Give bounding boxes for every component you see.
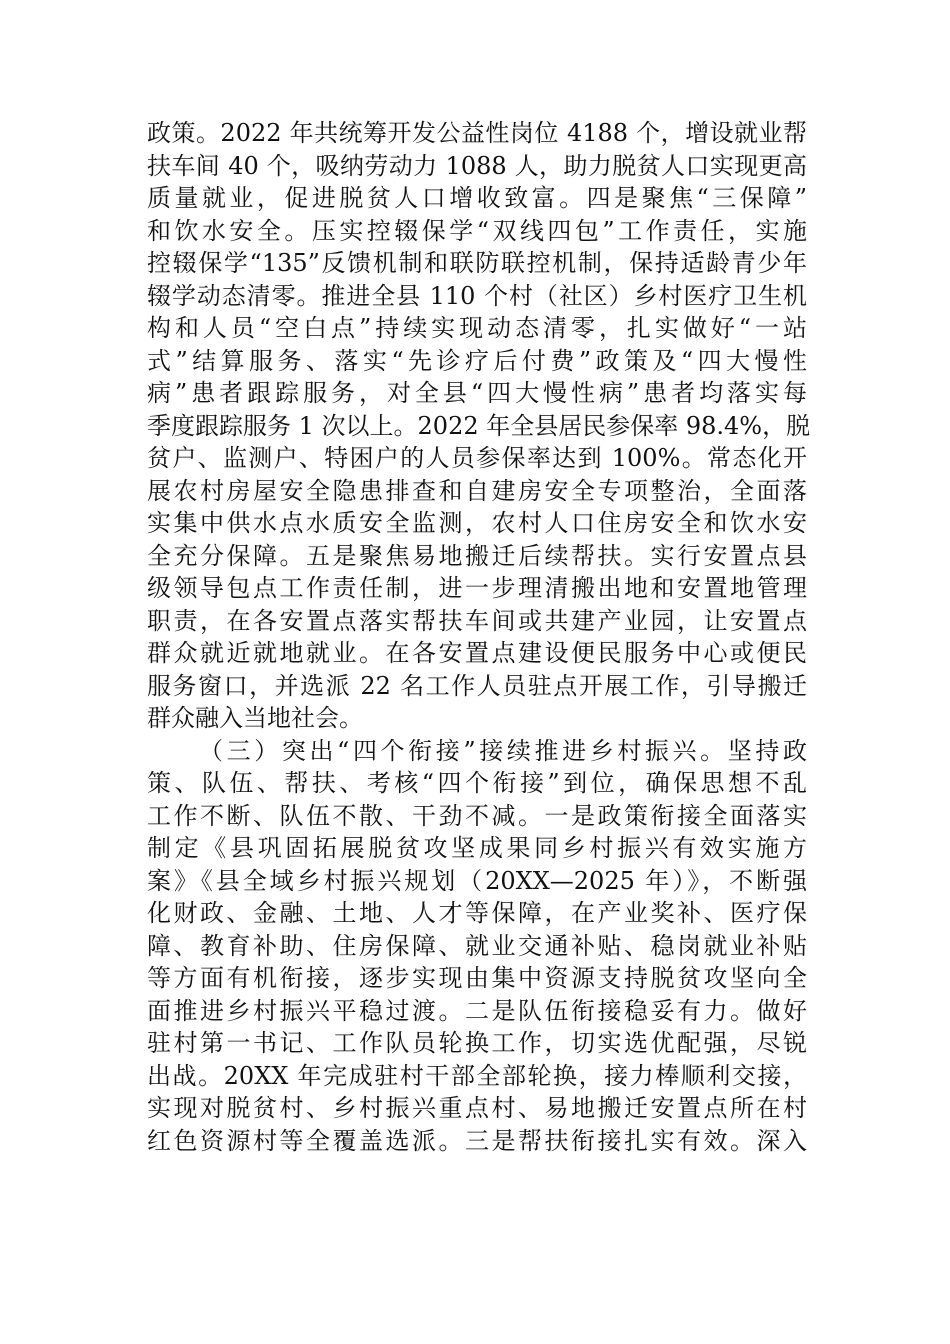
text-line: 出战。20XX 年完成驻村干部全部轮换，接力棒顺利交接， (147, 1061, 807, 1090)
text-line: 案》《县全域乡村振兴规划（20XX—2025 年）》，不断强 (147, 866, 807, 895)
text-line: 和饮水安全。压实控辍保学“双线四包”工作责任，实施 (147, 216, 807, 245)
text-line: 级领导包点工作责任制，进一步理清搬出地和安置地管理 (147, 574, 807, 602)
text-line: 面推进乡村振兴平稳过渡。二是队伍衔接稳妥有力。做好 (147, 996, 807, 1025)
text-line: 病”患者跟踪服务，对全县“四大慢性病”患者均落实每 (147, 379, 807, 407)
text-line: 群众就近就地就业。在各安置点建设便民服务中心或便民 (147, 639, 807, 667)
text-line: 实现对脱贫村、乡村振兴重点村、易地搬迁安置点所在村 (147, 1094, 807, 1122)
text-line: 服务窗口，并选派 22 名工作人员驻点开展工作，引导搬迁 (147, 671, 807, 700)
body-text (147, 117, 811, 1157)
text-line: 障、教育补助、住房保障、就业交通补贴、稳岗就业补贴 (147, 931, 807, 960)
text-line: 政策。2022 年共统筹开发公益性岗位 4188 个，增设就业帮 (147, 119, 807, 147)
text-line: 式”结算服务、落实“先诊疗后付费”政策及“四大慢性 (147, 346, 807, 375)
text-line: 驻村第一书记、工作队员轮换工作，切实选优配强，尽锐 (147, 1029, 807, 1057)
text-line: 制定《县巩固拓展脱贫攻坚成果同乡村振兴有效实施方 (147, 834, 807, 862)
text-line: 季度跟踪服务 1 次以上。2022 年全县居民参保率 98.4%，脱 (147, 411, 811, 440)
text-line: 展农村房屋安全隐患排查和自建房安全专项整治，全面落 (147, 476, 807, 505)
text-line: 质量就业，促进脱贫人口增收致富。四是聚焦“三保障” (147, 184, 807, 212)
text-line: 实集中供水点水质安全监测，农村人口住房安全和饮水安 (147, 509, 807, 537)
text-line: 红色资源村等全覆盖选派。三是帮扶衔接扎实有效。深入 (147, 1126, 807, 1155)
text-line: 构和人员“空白点”持续实现动态清零，扎实做好“一站 (147, 314, 807, 342)
paragraph-last-line: 群众融入当地社会。 (147, 704, 363, 732)
section-heading-line: （三）突出“四个衔接”接续推进乡村振兴。坚持政 (199, 736, 807, 765)
text-line: 工作不断、队伍不散、干劲不减。一是政策衔接全面落实 (147, 801, 807, 830)
text-line: 辍学动态清零。推进全县 110 个村（社区）乡村医疗卫生机 (147, 281, 807, 310)
text-line: 扶车间 40 个，吸纳劳动力 1088 人，助力脱贫人口实现更高 (147, 151, 807, 180)
text-line: 控辍保学“135”反馈机制和联防联控机制，保持适龄青少年 (147, 249, 807, 277)
text-line: 化财政、金融、土地、人才等保障，在产业奖补、医疗保 (147, 899, 807, 927)
text-line: 贫户、监测户、特困户的人员参保率达到 100%。常态化开 (147, 444, 807, 472)
text-line: 策、队伍、帮扶、考核“四个衔接”到位，确保思想不乱 (147, 769, 807, 797)
text-line: 等方面有机衔接，逐步实现由集中资源支持脱贫攻坚向全 (147, 964, 807, 992)
text-line: 全充分保障。五是聚焦易地搬迁后续帮扶。实行安置点县 (147, 541, 807, 570)
text-line: 职责，在各安置点落实帮扶车间或共建产业园，让安置点 (147, 606, 807, 635)
